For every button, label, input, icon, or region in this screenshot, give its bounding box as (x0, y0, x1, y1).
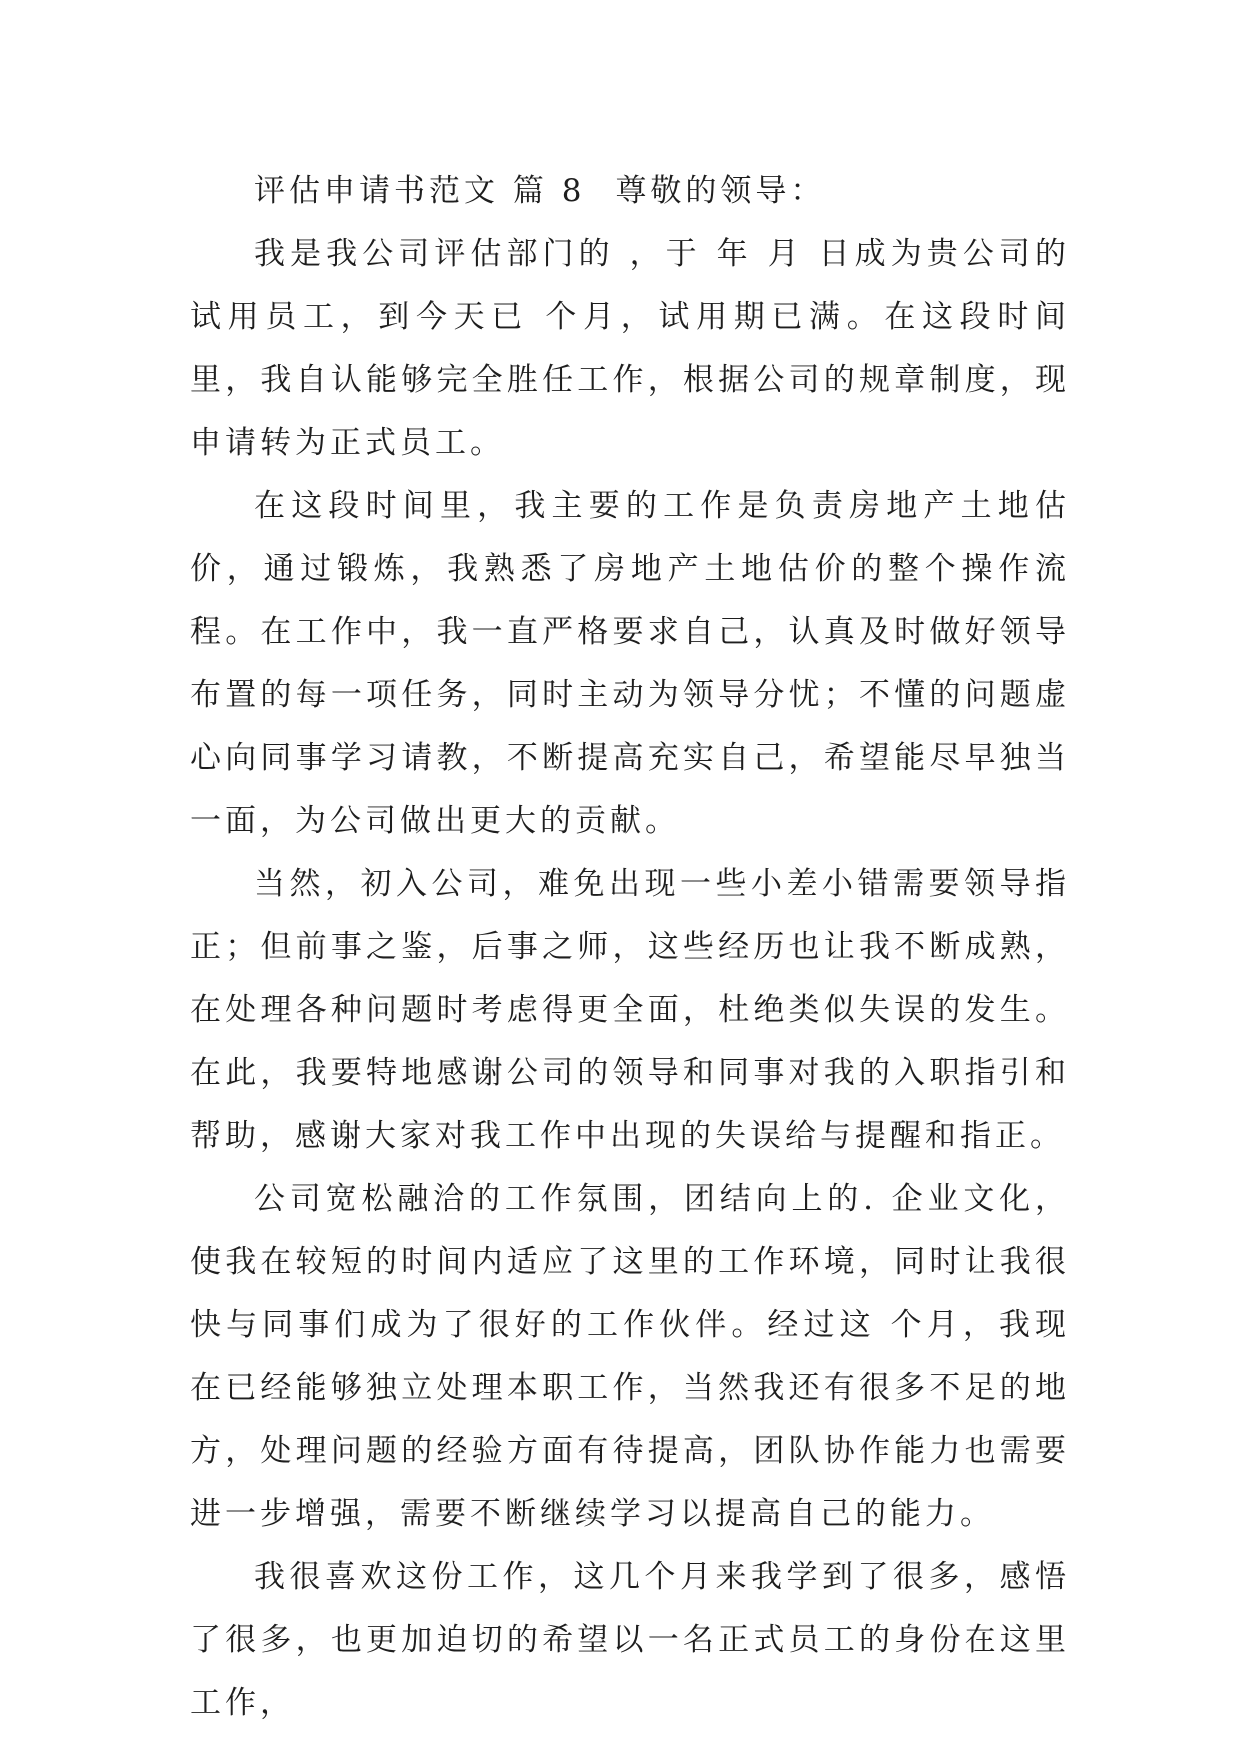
paragraph-2: 在这段时间里，我主要的工作是负责房地产土地估价，通过锻炼，我熟悉了房地产土地估价的整个操作流程。在工作中，我一直严格要求自己，认真及时做好领导布置的每一项任务，同时主动为领导分忧；不懂的问题虚心向同事学习请教，不断提高充实自己，希望能尽早独当一面，为公司做出更大的贡献。 (190, 488, 1070, 839)
paragraph-3: 当然，初入公司，难免出现一些小差小错需要领导指正；但前事之鉴，后事之师，这些经历也让我不断成熟，在处理各种问题时考虑得更全面，杜绝类似失误的发生。在此，我要特地感谢公司的领导和同事对我的入职指引和帮助，感谢大家对我工作中出现的失误给与提醒和指正。 (190, 866, 1070, 1154)
document-title: 评估申请书范文 篇 8 (254, 173, 586, 209)
salutation: 尊敬的领导： (615, 173, 826, 209)
paragraph-5: 我很喜欢这份工作，这几个月来我学到了很多，感悟了很多，也更加迫切的希望以一名正式员工的身份在这里工作， (190, 1559, 1070, 1721)
document-body (190, 160, 1070, 1735)
title-line (190, 160, 1070, 223)
paragraph-1: 我是我公司评估部门的 ，于 年 月 日成为贵公司的试用员工，到今天已 个月，试用期已满。在这段时间里，我自认能够完全胜任工作，根据公司的规章制度，现申请转为正式员工。 (190, 236, 1070, 461)
paragraph-4: 公司宽松融洽的工作氛围，团结向上的. 企业文化，使我在较短的时间内适应了这里的工作环境，同时让我很快与同事们成为了很好的工作伙伴。经过这 个月，我现在已经能够独立处理本职工作，当然我还有很多不足的地方，处理问题的经验方面有待提高，团队协作能力也需要进一步增强，需要不断继续学习以提高自己的能力。 (190, 1181, 1070, 1532)
